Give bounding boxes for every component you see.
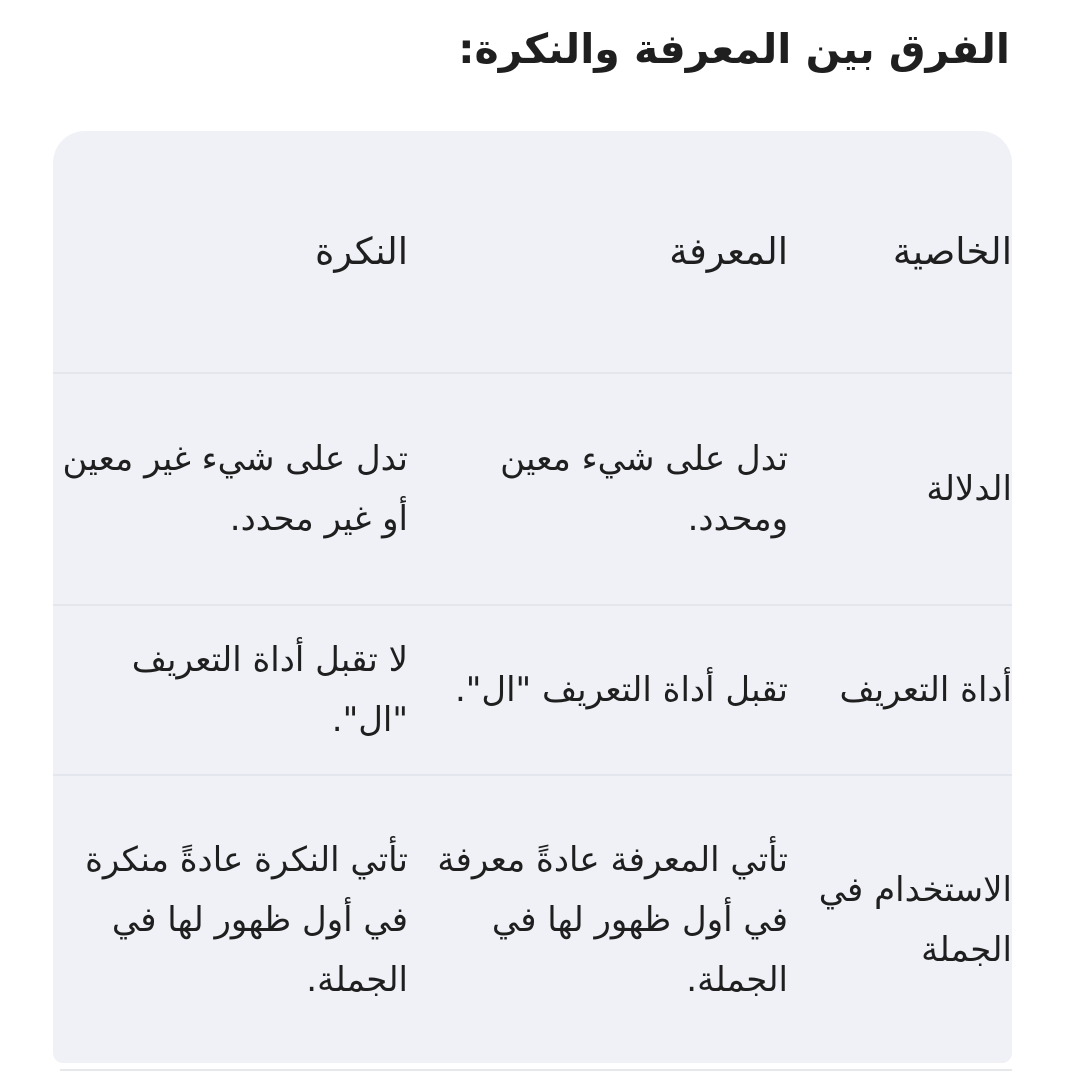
cell-indefinite: تأتي النكرة عادةً منكرة في أول ظهور لها في الجملة. [85, 840, 408, 1000]
cell-property: الاستخدام في الجملة [818, 870, 1012, 970]
header-indefinite: النكرة [315, 229, 408, 273]
cell-definite: تدل على شيء معين ومحدد. [500, 439, 788, 539]
cell-definite: تقبل أداة التعريف "ال". [454, 670, 788, 710]
table-row [53, 373, 1012, 605]
cell-property: الدلالة [926, 469, 1012, 509]
comparison-table [53, 131, 1012, 1063]
divider [60, 1069, 1012, 1071]
header-definite: المعرفة [669, 229, 788, 273]
page-title: الفرق بين المعرفة والنكرة: [458, 25, 1010, 73]
header-property: الخاصية [892, 229, 1012, 273]
cell-definite: تأتي المعرفة عادةً معرفة في أول ظهور لها في الجملة. [437, 840, 788, 1000]
table-row [53, 775, 1012, 1063]
cell-indefinite: لا تقبل أداة التعريف "ال". [131, 640, 408, 740]
cell-property: أداة التعريف [839, 670, 1012, 710]
table-header-row [53, 131, 1012, 373]
comparison-table-card [53, 131, 1012, 1063]
table-row [53, 605, 1012, 775]
cell-indefinite: تدل على شيء غير معين أو غير محدد. [62, 439, 408, 539]
